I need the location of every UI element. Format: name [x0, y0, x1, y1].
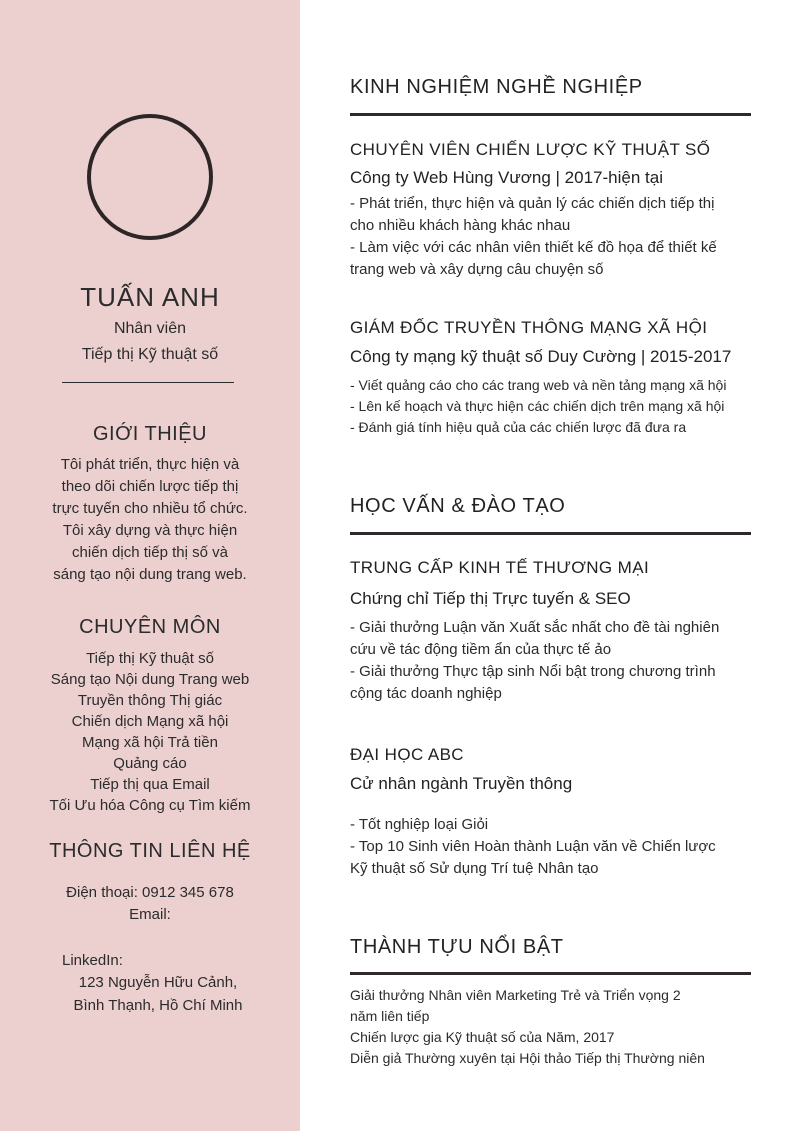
about-line: trực tuyến cho nhiều tổ chức.: [52, 500, 248, 517]
achievements-list: [350, 985, 760, 1069]
skill-item: Tiếp thị qua Email: [90, 776, 210, 793]
job-company: Công ty Web Hùng Vương | 2017-hiện tại: [350, 168, 663, 187]
about-line: chiến dịch tiếp thị số và: [72, 544, 228, 561]
skill-item: Tối Ưu hóa Công cụ Tìm kiếm: [49, 797, 251, 814]
job-bullet-line: cho nhiều khách hàng khác nhau: [350, 217, 571, 234]
profile-name: TUẤN ANH: [80, 282, 220, 312]
sidebar: [0, 0, 300, 1131]
school-title: ĐẠI HỌC ABC: [350, 745, 464, 764]
school-bullet-line: Kỹ thuật số Sử dụng Trí tuệ Nhân tạo: [350, 860, 599, 877]
contact-email: Email:: [129, 906, 171, 923]
school-degree: Chứng chỉ Tiếp thị Trực tuyến & SEO: [350, 589, 631, 608]
job-bullet-line: trang web và xây dựng câu chuyện số: [350, 261, 604, 278]
achievements-rule: [350, 972, 751, 975]
achievements-heading: THÀNH TỰU NỔI BẬT: [350, 936, 564, 958]
contact-heading: THÔNG TIN LIÊN HỆ: [49, 840, 251, 862]
divider: [62, 382, 234, 383]
experience-heading: KINH NGHIỆM NGHỀ NGHIỆP: [350, 76, 643, 98]
address-line: 123 Nguyễn Hữu Cảnh,: [78, 974, 238, 991]
about-line: Tôi xây dựng và thực hiện: [62, 522, 238, 539]
achievement-line: năm liên tiếp: [350, 1008, 430, 1024]
job-bullet-line: - Đánh giá tính hiệu quả của các chiến lược đã đưa ra: [350, 419, 687, 435]
skill-item: Mạng xã hội Trả tiền: [82, 734, 218, 751]
job-title: CHUYÊN VIÊN CHIẾN LƯỢC KỸ THUẬT SỐ: [350, 140, 711, 159]
job-bullet-line: - Viết quảng cáo cho các trang web và nền tảng mạng xã hội: [350, 377, 727, 393]
skill-item: Truyền thông Thị giác: [77, 692, 223, 709]
achievement-line: Diễn giả Thường xuyên tại Hội thảo Tiếp thị Thường niên: [350, 1050, 705, 1066]
skill-item: Sáng tạo Nội dung Trang web: [50, 671, 250, 688]
school-bullets: [350, 617, 760, 705]
skill-item: Tiếp thị Kỹ thuật số: [86, 650, 214, 667]
school-bullet-line: - Top 10 Sinh viên Hoàn thành Luận văn về Chiến lược: [350, 838, 716, 855]
school-bullet-line: cứu về tác động tiềm ẩn của thực tế ảo: [350, 641, 612, 658]
contact-address: [48, 971, 268, 1017]
school-degree: Cử nhân ngành Truyền thông: [350, 774, 573, 793]
school-bullet-line: - Giải thưởng Luận văn Xuất sắc nhất cho đề tài nghiên: [350, 619, 720, 636]
avatar-circle: [87, 114, 213, 240]
school-bullet-line: - Giải thưởng Thực tập sinh Nổi bật trong chương trình: [350, 663, 716, 680]
profile-role-line: Nhân viên: [113, 320, 187, 337]
skill-item: Quảng cáo: [113, 755, 187, 772]
contact-linkedin: LinkedIn:: [62, 952, 123, 969]
job-title: GIÁM ĐỐC TRUYỀN THÔNG MẠNG XÃ HỘI: [350, 318, 708, 337]
education-heading: HỌC VẤN & ĐÀO TẠO: [350, 495, 566, 517]
school-bullet-line: - Tốt nghiệp loại Giỏi: [350, 816, 489, 833]
school-title: TRUNG CẤP KINH TẾ THƯƠNG MẠI: [350, 558, 650, 577]
profile-role-line: Tiếp thị Kỹ thuật số: [81, 346, 219, 363]
about-line: sáng tạo nội dung trang web.: [53, 566, 247, 583]
job-bullets: [350, 193, 760, 281]
job-bullet-line: - Làm việc với các nhân viên thiết kế đồ họa để thiết kế: [350, 239, 717, 256]
experience-rule: [350, 113, 751, 116]
about-heading: GIỚI THIỆU: [92, 423, 207, 445]
job-company: Công ty mạng kỹ thuật số Duy Cường | 2015-2017: [350, 347, 732, 366]
about-line: theo dõi chiến lược tiếp thị: [61, 478, 239, 495]
about-text: [0, 454, 300, 586]
school-bullets: [350, 814, 760, 880]
job-bullet-line: - Phát triển, thực hiện và quản lý các chiến dịch tiếp thị: [350, 195, 715, 212]
job-bullets: [350, 375, 760, 438]
profile-role: [0, 316, 300, 368]
achievement-line: Chiến lược gia Kỹ thuật số của Năm, 2017: [350, 1029, 615, 1045]
skill-item: Chiến dịch Mạng xã hội: [71, 713, 229, 730]
school-bullet-line: cộng tác doanh nghiệp: [350, 685, 502, 702]
about-line: Tôi phát triển, thực hiện và: [60, 456, 240, 473]
education-rule: [350, 532, 751, 535]
contact-phone: Điện thoại: 0912 345 678: [66, 884, 234, 901]
skills-list: [0, 648, 300, 816]
job-bullet-line: - Lên kế hoạch và thực hiện các chiến dịch trên mạng xã hội: [350, 398, 725, 414]
achievement-line: Giải thưởng Nhân viên Marketing Trẻ và Triển vọng 2: [350, 987, 681, 1003]
skills-heading: CHUYÊN MÔN: [79, 616, 221, 638]
address-line: Bình Thạnh, Hồ Chí Minh: [73, 997, 243, 1014]
